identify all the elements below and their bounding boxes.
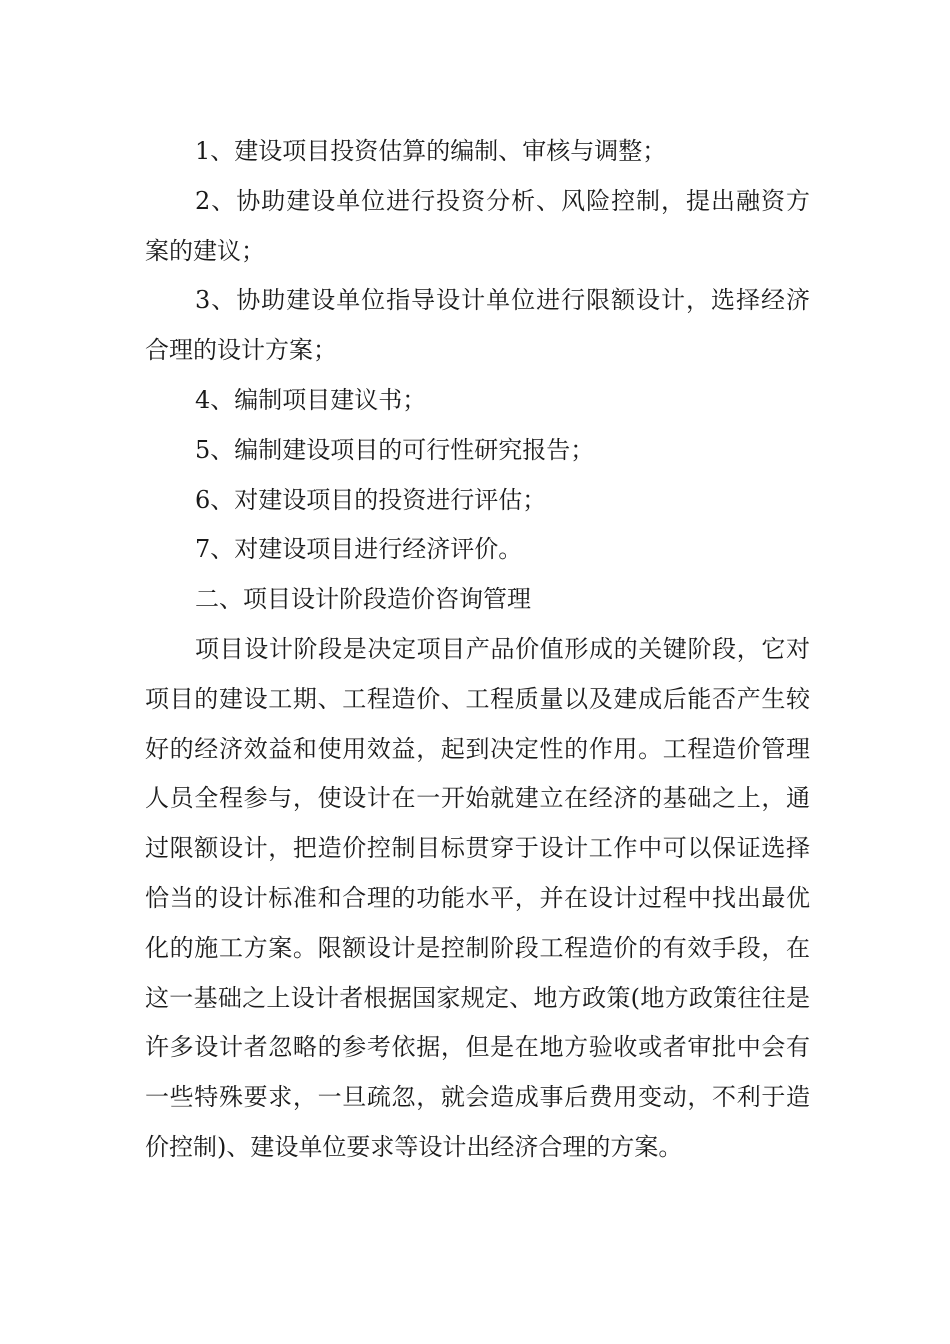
list-item-5: 5、编制建设项目的可行性研究报告； (195, 435, 595, 464)
list-item-6: 6、对建设项目的投资进行评估； (195, 485, 547, 514)
document-body (145, 127, 810, 1173)
section-heading: 二、项目设计阶段造价咨询管理 (195, 585, 531, 614)
body-paragraph: 项目设计阶段是决定项目产品价值形成的关键阶段，它对项目的建设工期、工程造价、工程质量以及建成后能否产生较好的经济效益和使用效益，起到决定性的作用。工程造价管理人员全程参与，使设计在一开始就建立在经济的基础之上，通过限额设计，把造价控制目标贯穿于设计工作中可以保证选择恰当的设计标准和合理的功能水平，并在设计过程中找出最优化的施工方案。限额设计是控制阶段工程造价的有效手段，在这一基础之上设计者根据国家规定、地方政策(地方政策往往是许多设计者忽略的参考依据，但是在地方验收或者审批中会有一些特殊要求，一旦疏忽，就会造成事后费用变动，不利于造价控制)、建设单位要求等设计出经济合理的方案。 (145, 634, 810, 1161)
list-item-2: 2、协助建设单位进行投资分析、风险控制，提出融资方案的建议； (145, 186, 810, 265)
list-item-3: 3、协助建设单位指导设计单位进行限额设计，选择经济合理的设计方案； (145, 286, 810, 365)
list-item-7: 7、对建设项目进行经济评价。 (195, 535, 523, 564)
list-item-1: 1、建设项目投资估算的编制、审核与调整； (195, 137, 667, 165)
list-item-4: 4、编制项目建议书； (195, 385, 427, 414)
